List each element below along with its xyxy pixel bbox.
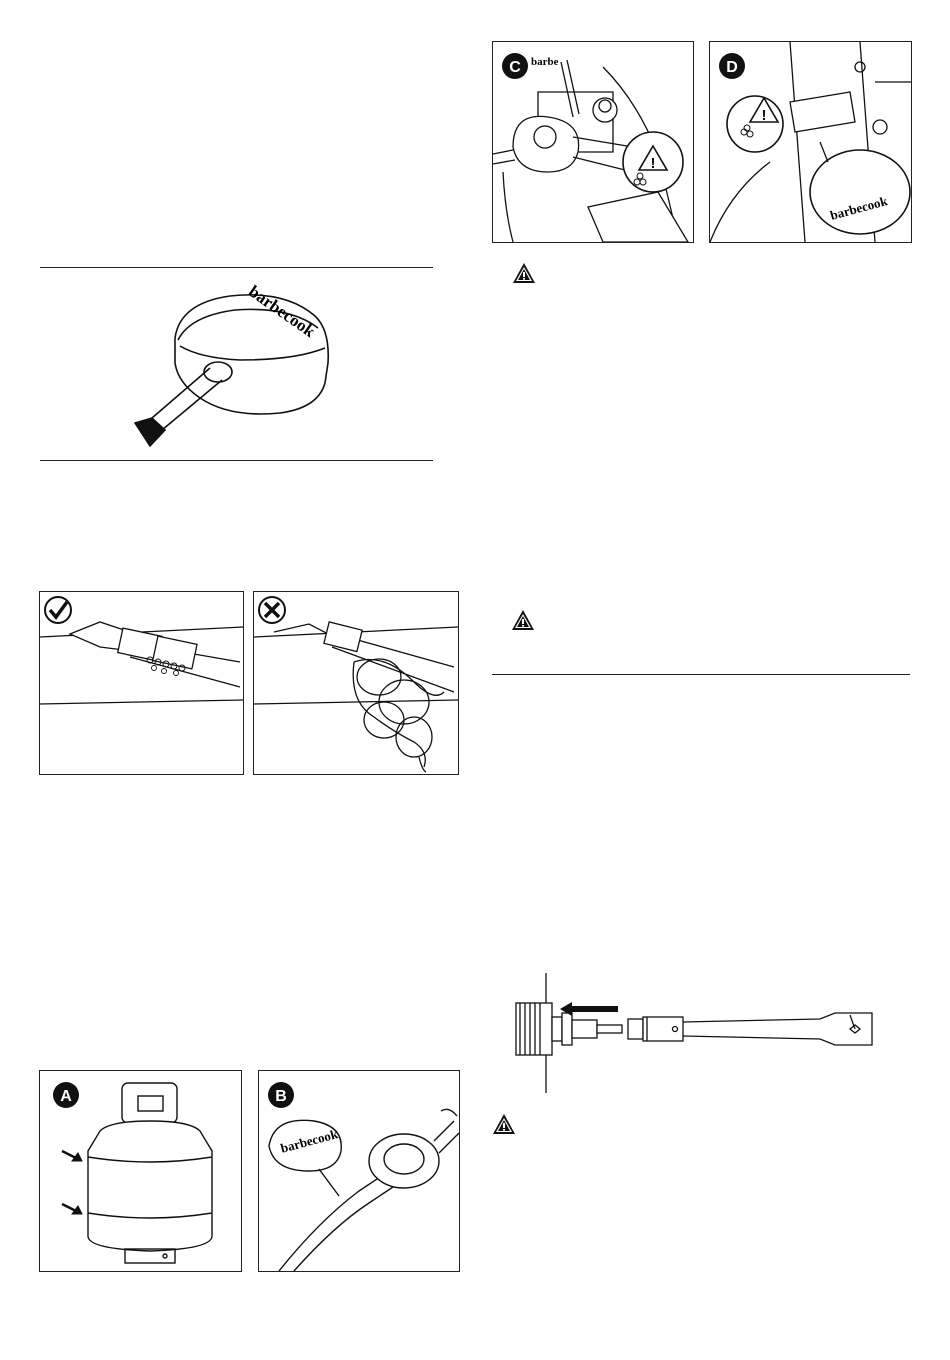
panel-c-regulator — [492, 41, 694, 243]
panel-b-label: B — [275, 1088, 287, 1105]
brush-brand-text: barbecook — [245, 281, 319, 342]
leak-test-bad-figure — [253, 591, 459, 775]
panel-a-label: A — [60, 1088, 72, 1105]
cross-icon — [259, 597, 285, 623]
panel-d-brand-text: barbecook — [828, 193, 889, 223]
panel-b-hose-test — [258, 1070, 460, 1272]
warning-triangle-icon — [492, 1113, 516, 1135]
burner-tube-figure — [510, 973, 880, 1093]
svg-text:!: ! — [761, 107, 767, 124]
panel-d-valve-connection — [709, 41, 912, 243]
warning-triangle-icon — [511, 609, 535, 631]
arrow-left-icon — [560, 1002, 618, 1016]
arrow-icon — [62, 1151, 82, 1214]
panel-c-brand-text: barbe — [531, 56, 559, 68]
leak-test-ok-figure — [39, 591, 244, 775]
panel-b-brand-text: barbecook — [278, 1126, 340, 1156]
panel-a-gas-bottle — [39, 1070, 242, 1272]
panel-c-label: C — [509, 59, 521, 76]
section-divider — [492, 674, 910, 675]
svg-text:!: ! — [650, 155, 656, 172]
warning-triangle-icon — [512, 262, 536, 284]
panel-d-label: D — [726, 59, 738, 76]
brush-figure — [40, 267, 433, 461]
check-icon — [45, 597, 71, 623]
